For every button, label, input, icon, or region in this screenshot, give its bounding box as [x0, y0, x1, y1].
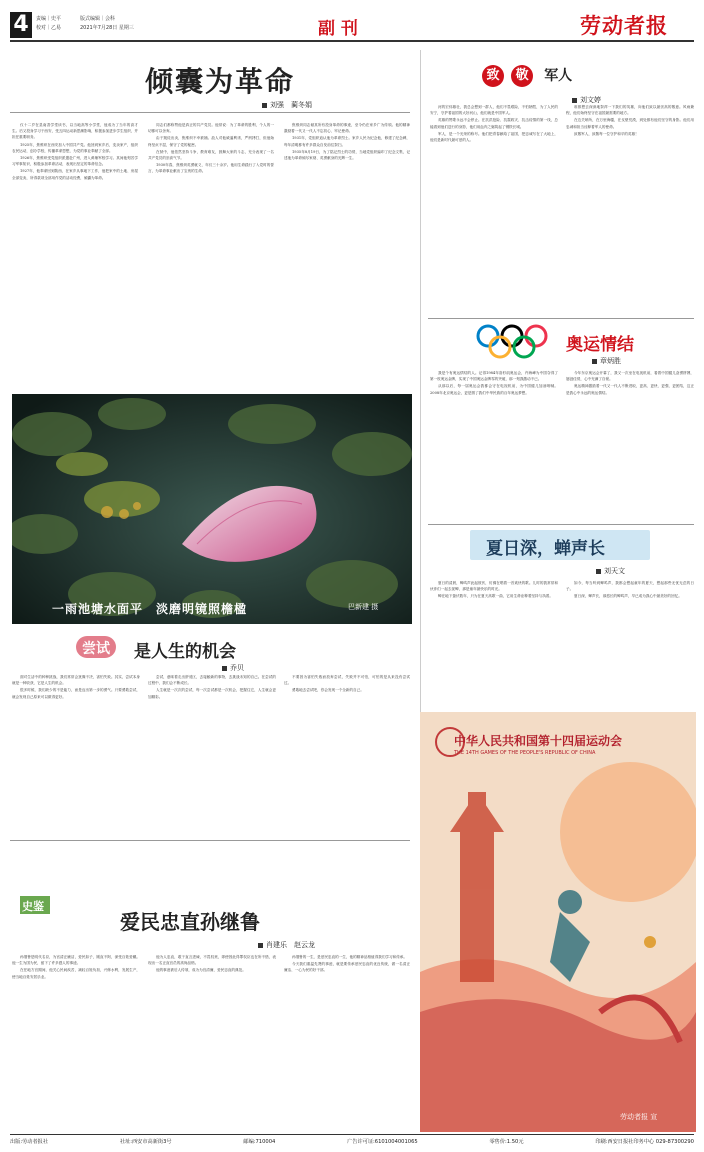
paragraph: 英雄的赞歌永远不会停止。在抗洪抢险、抗震救灾、抗击疫情的第一线，总能看到他们逆行的身影，他们用血肉之躯筑起了钢铁长城。 [430, 118, 558, 129]
masthead: 劳动者报 [580, 13, 668, 38]
paragraph: 致敬军人，致敬每一位守护和平的英雄！ [574, 131, 639, 136]
author-name: 刘文婷 [580, 96, 601, 104]
author-name: 刘天文 [604, 567, 625, 575]
section-title: 副 刊 [318, 19, 358, 39]
article-column [566, 580, 694, 708]
paragraph: 奥运精神激励着一代又一代人不断进取，更高、更快、更强、更团结，这正是我心中永远的奥运情结。 [566, 384, 694, 395]
article-column [284, 954, 410, 1126]
author-name: 肖建乐 赵云龙 [266, 941, 315, 949]
paragraph: 人生就是一次次的尝试，每一次尝试都是一次机会，把握住它，人生就会更加精彩。 [148, 688, 276, 699]
author-marker-icon [596, 569, 601, 574]
paragraph: 夏日深，蝉声长，那悠长的蝉鸣声，早已成为我心中最美好的回忆。 [574, 594, 682, 599]
paragraph: 河的宏伟雄壮，我总会想到一群人，他们不畏艰险，不怕牺牲，为了人民的安宁，守护着祖国的大好河山，他们就是中国军人。 [430, 105, 558, 116]
divider [10, 112, 410, 113]
divider [428, 524, 694, 525]
paragraph: 1930年春，焦维炽英勇就义，年仅三十余岁。他用生命践行了入党时的誓言，为革命事业献出了宝贵的生命。 [148, 163, 274, 174]
design-line: 版式编辑｜会科 [80, 16, 116, 22]
paragraph: 1931年，党组织追认他为革命烈士。家乡人民为纪念他，修建了纪念碑，每年清明都有许多群众自发前往祭扫。 [284, 136, 410, 147]
paragraph: 由于叛徒出卖，焦维炽不幸被捕。敌人对他威逼利诱，严刑拷打，但他始终坚贞不屈，保守了党的秘密。 [148, 136, 274, 147]
paragraph: 不要因为害怕失败而放弃尝试，失败并不可怕，可怕的是从来没有尝试过。 [284, 675, 410, 686]
paragraph: 今年东京奥运会开幕了，我又一次坐在电视机前，看着中国健儿奋勇拼搏，屡创佳绩，心中充满了自豪。 [566, 371, 694, 382]
article-title [482, 64, 572, 87]
paragraph: 我是个有奥运情结的人。记得1984年洛杉矶奥运会，许海峰为中国夺得了第一枚奥运金牌，实现了中国奥运金牌零的突破，那一刻我激动不已。 [430, 371, 558, 382]
paragraph: 孙继鲁是明代名臣，为官清正廉洁，爱民如子，刚直不阿，深受百姓爱戴。他一生为国为民，留下了许多感人的事迹。 [12, 955, 140, 966]
article-label: 尝试 [82, 641, 110, 657]
paragraph: 军人，是一个光荣的称号。他们把青春献给了祖国，把忠诚写在了大地上，他们是新时代最可爱的人。 [430, 131, 558, 143]
article-column [430, 580, 558, 708]
author-marker-icon [222, 666, 227, 671]
divider [10, 840, 410, 841]
paragraph: 1925年，焦维炽在西安加入中国共产党。他回到家乡后，变卖家产，组织农民运动，创办学校，传播革命思想，为党的事业奉献了全部。 [12, 142, 138, 153]
paragraph: 今天我们重温先贤的事迹，就是要传承爱民忠直的优良传统，做一名清正廉洁、一心为民的好干部。 [284, 962, 410, 973]
article-author [222, 663, 244, 673]
article-column [148, 674, 276, 832]
article-label: 史鉴 [22, 900, 44, 913]
article-author [262, 100, 312, 110]
footer-price: 零售价:1.50元 [489, 1139, 524, 1145]
paragraph: 仅十二岁在县南香学堂读书，以当地高等小学堂，他成为了当年的高才生。后又投身学习于西安，受五四运动新思潮影响，积极参加进步学生组织，并担任重要职务。 [12, 123, 138, 140]
article-title: 爱民忠直孙继鲁 [120, 910, 260, 934]
article-column [430, 370, 558, 520]
paragraph: 蝉在地下蛰伏数年，只为在夏天高歌一曲，它用生命诠释着坚持与执着。 [438, 594, 553, 599]
page-number: 4 [10, 12, 32, 38]
article-author [258, 940, 315, 950]
article-column [430, 104, 558, 314]
article-author [596, 566, 625, 576]
article-column [566, 104, 694, 314]
paragraph: 同志们都称赞他是真正的共产党员。他常说：为了革命的胜利，个人的一切都可以舍弃。 [148, 123, 274, 134]
proofreader-line: 校对｜乙易 [36, 25, 62, 31]
design-info [80, 15, 134, 33]
article-column [148, 954, 276, 1126]
author-marker-icon [572, 98, 577, 103]
paragraph: 面对生活中的种种挑战，我们常常会犹豫不决，害怕失败。其实，尝试本身就是一种收获，它是人生的机会。 [12, 675, 140, 686]
paragraph: 夏日的清晨，蝉鸣声此起彼伏，仿佛在唱着一首欢快的歌。儿时的我常常和伙伴们一起去捉蝉，那是童年最快乐的时光。 [430, 581, 558, 592]
paragraph: 1927年，他奉命回到陕西，在家乡从事地下工作，他把家中的土地、房屋全部变卖，所得款项全部用作党的活动经费，倾囊为革命。 [12, 169, 138, 180]
paragraph: 他为人忠直，敢于直言进谏，不畏权贵，即使因此得罪权臣也在所不惜，表现出一名正直官员的高尚品格。 [148, 955, 276, 966]
paragraph: 1926年，焦维炽受党组织派遣赴广州，进入黄埔军校学习。其间他刻苦学习军事知识，积极参加革命活动，表现出坚定的革命信念。 [12, 156, 138, 167]
editor-info [36, 15, 61, 33]
paragraph: 很多时候，我们缺少的不是能力，而是迈出第一步的勇气。只要勇敢尝试，就会发现自己原来可以做得更好。 [12, 688, 140, 699]
footer-printer: 印刷:西安日报社印务中心 029-87300290 [595, 1139, 694, 1145]
footer-postcode: 邮编:710004 [243, 1139, 276, 1145]
paragraph: 如今，每当听到蝉鸣声，我都会想起童年的夏天，想起那些无忧无虑的日子。 [566, 581, 694, 592]
page-header [0, 0, 704, 40]
footer-ad-license: 广告许可证:6101004001065 [347, 1139, 418, 1145]
paragraph: 他的事迹被后人传颂，成为为官清廉、爱民忠直的典范。 [156, 968, 246, 973]
olympic-rings-icon [474, 322, 564, 362]
article-column [12, 122, 138, 392]
article-column [12, 674, 140, 832]
paragraph: 焦维炽同志倾其所有投身革命的事迹，至今仍在家乡广为传颂。他的精神激励着一代又一代人不忘初心、牢记使命。 [284, 123, 410, 134]
footer-rule [10, 1134, 694, 1135]
author-marker-icon [258, 943, 263, 948]
title-circle: 敬 [511, 65, 533, 87]
article-title: 是人生的机会 [134, 642, 236, 662]
author-name: 刘强 蔺冬娟 [270, 101, 312, 109]
article-author [592, 356, 621, 366]
article-column [148, 122, 274, 392]
date-line: 2021年7月28日 星期三 [80, 25, 134, 31]
editor-line: 责编｜史平 [36, 16, 62, 22]
footer-publisher: 出版:劳动者报社 [10, 1139, 49, 1145]
title-text: 军人 [544, 67, 573, 84]
author-name: 乔贝 [230, 664, 244, 672]
paragraph: 谁都想去深深地祭拜一下我们的英雄，向他们致以最崇高的敬意。风雨兼程，他们始终坚守在祖国最需要的地方。 [566, 105, 694, 116]
paragraph: 在狱中，他依然坚持斗争，教育难友，鼓舞大家的斗志，充分表现了一名共产党员的崇高气节。 [148, 149, 274, 161]
author-marker-icon [592, 359, 597, 364]
article-column [566, 370, 694, 520]
header-rule [10, 40, 694, 42]
photo-caption: 一雨池塘水面平 淡磨明镜照檐楹 [52, 602, 248, 616]
paragraph: 在边关哨所，在万里海疆，在戈壁荒漠，到处都有他们坚守的身影。他们用忠诚和担当诠释着军人的使命。 [566, 118, 694, 129]
photo-credit: 巴新建 摄 [348, 603, 379, 611]
poster-banner-en: THE 14TH GAMES OF THE PEOPLE'S REPUBLIC OF CHINA [454, 750, 596, 756]
article-title: 倾囊为革命 [145, 65, 296, 98]
poster-credit: 劳动者报 宣 [620, 1113, 658, 1121]
paragraph: 从那以后，每一届奥运会我都会守在电视机前，为中国健儿加油呐喊。2008年北京奥运会，更是圆了我们中华民族的百年奥运梦想。 [430, 384, 558, 395]
paragraph: 在任地方官期间，他关心民间疾苦，减轻百姓负担，兴修水利，发展生产，使当地百姓安居乐业。 [12, 968, 140, 979]
paragraph: 尝试，意味着走出舒适区，去接触新的事物，去挑战未知的自己。在尝试的过程中，我们会不断成长。 [148, 675, 276, 686]
article-title: 奥运情结 [566, 335, 634, 355]
article-column [12, 954, 140, 1126]
author-name: 章炳胜 [600, 357, 621, 365]
divider [428, 318, 694, 319]
article-title: 夏日深，蝉声长 [486, 539, 605, 559]
author-marker-icon [262, 103, 267, 108]
lotus-photo [12, 394, 412, 624]
title-circle: 致 [482, 65, 504, 87]
paragraph: 孙继鲁的一生，是爱民忠直的一生，他的精神品格值得我们学习和传承。 [292, 955, 407, 959]
article-column [284, 122, 410, 392]
national-games-poster [420, 712, 696, 1132]
paragraph: 1935年8月19日，为了铭记烈士的功绩，当地党组织编印了纪念文集，记述他为革命倾尽家财、英勇献身的光辉一生。 [284, 149, 410, 161]
article-column [284, 674, 410, 832]
footer-address: 社址:西安市高新街3号 [119, 1139, 172, 1145]
page-footer [10, 1138, 694, 1148]
poster-banner: 中华人民共和国第十四届运动会 [454, 734, 623, 748]
paragraph: 勇敢地去尝试吧，你会发现一个全新的自己。 [292, 688, 364, 693]
